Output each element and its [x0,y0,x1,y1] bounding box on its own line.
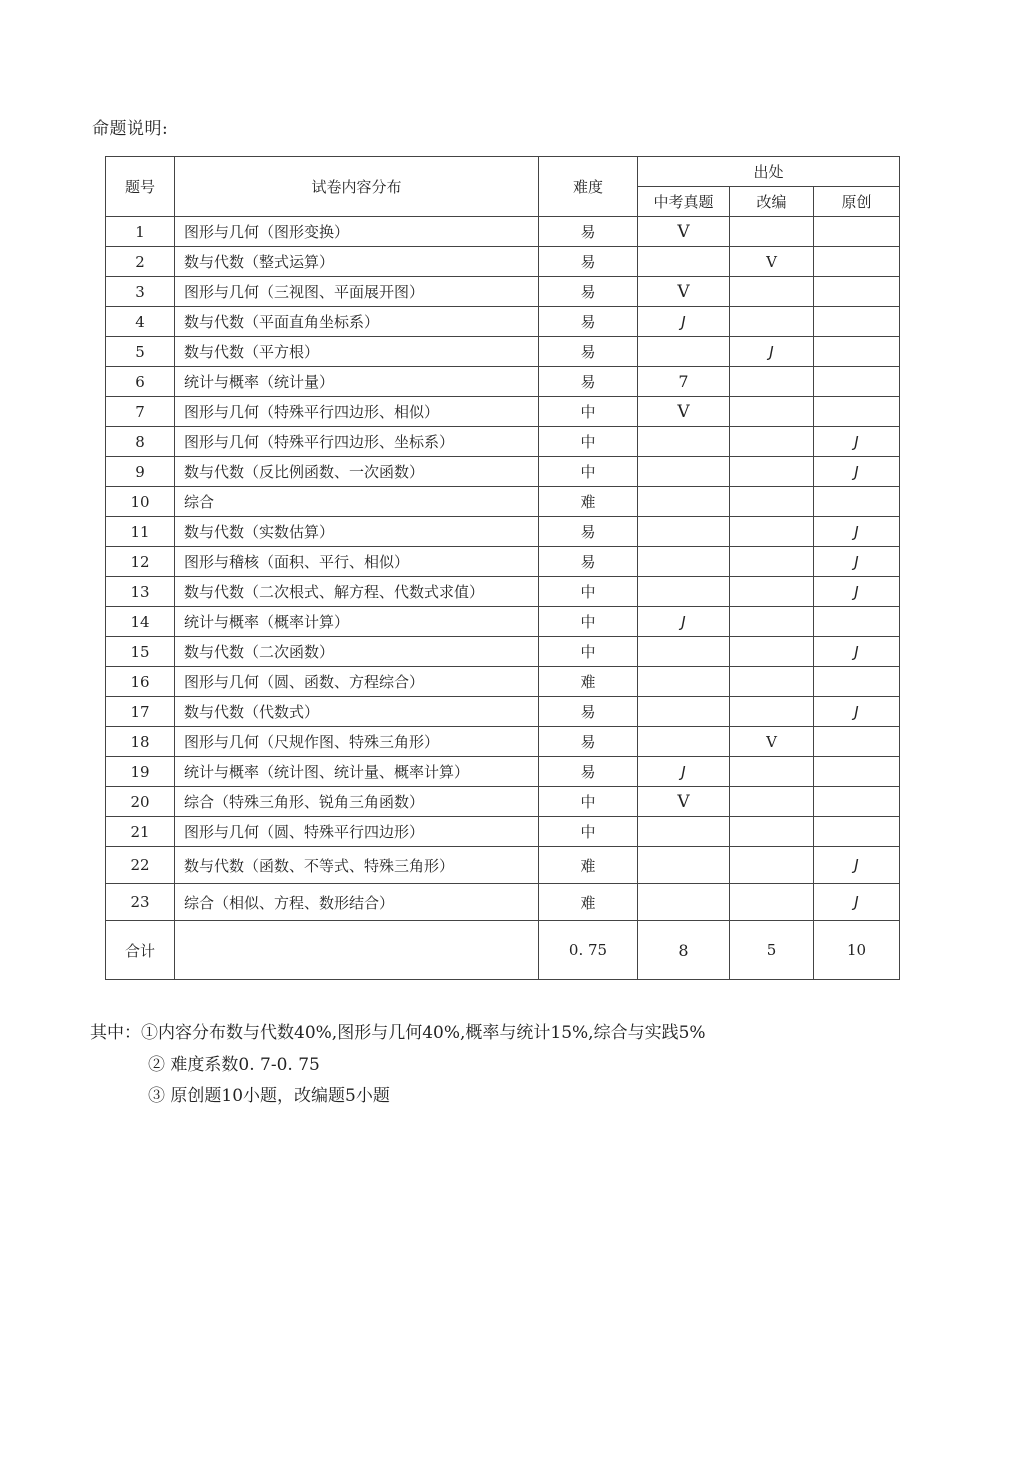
question-difficulty: 易 [539,517,638,547]
question-difficulty: 中 [539,817,638,847]
question-difficulty: 易 [539,337,638,367]
source-original-mark [814,247,900,277]
question-number: 14 [106,607,175,637]
table-row [106,217,900,247]
source-exam-mark: V [638,277,730,307]
source-exam-mark [638,697,730,727]
question-content: 统计与概率（统计图、统计量、概率计算） [175,757,539,787]
source-adapted-mark [730,277,814,307]
source-exam-mark [638,337,730,367]
source-exam-mark: 7 [638,367,730,397]
table-row [106,307,900,337]
source-adapted-mark [730,757,814,787]
source-original-mark [814,487,900,517]
question-content: 综合（相似、方程、数形结合） [175,884,539,921]
question-content: 数与代数（二次函数） [175,637,539,667]
question-content: 综合（特殊三角形、锐角三角函数） [175,787,539,817]
source-exam-mark [638,817,730,847]
question-number: 23 [106,884,175,921]
header-exam: 中考真题 [638,187,730,217]
question-content: 数与代数（函数、不等式、特殊三角形） [175,847,539,884]
source-exam-mark [638,517,730,547]
source-exam-mark [638,487,730,517]
table-row [106,247,900,277]
source-original-mark: J [814,697,900,727]
table-row [106,637,900,667]
question-difficulty: 难 [539,487,638,517]
source-original-mark [814,367,900,397]
source-adapted-mark: V [730,727,814,757]
question-number: 4 [106,307,175,337]
source-adapted-mark [730,817,814,847]
question-number: 13 [106,577,175,607]
table-row [106,367,900,397]
table-row [106,427,900,457]
source-exam-mark: V [638,217,730,247]
question-difficulty: 中 [539,787,638,817]
question-content: 图形与几何（三视图、平面展开图） [175,277,539,307]
header-original: 原创 [814,187,900,217]
question-content: 数与代数（实数估算） [175,517,539,547]
source-original-mark [814,757,900,787]
question-content: 数与代数（二次根式、解方程、代数式求值） [175,577,539,607]
source-adapted-mark [730,457,814,487]
header-source: 出处 [638,157,900,187]
question-number: 20 [106,787,175,817]
source-exam-mark: J [638,757,730,787]
source-original-mark: J [814,884,900,921]
question-difficulty: 中 [539,397,638,427]
source-original-mark: J [814,547,900,577]
question-number: 18 [106,727,175,757]
source-adapted-mark [730,884,814,921]
source-adapted-mark [730,637,814,667]
question-difficulty: 易 [539,757,638,787]
source-adapted-mark [730,787,814,817]
question-distribution-table [105,156,900,980]
source-original-mark: J [814,427,900,457]
table-row [106,817,900,847]
note-original-adapted-count: ③ 原创题10小题，改编题5小题 [148,1086,390,1106]
source-original-mark [814,667,900,697]
total-adapted: 5 [730,921,814,980]
question-content: 数与代数（整式运算） [175,247,539,277]
question-difficulty: 易 [539,727,638,757]
source-original-mark: J [814,517,900,547]
total-exam: 8 [638,921,730,980]
header-adapted: 改编 [730,187,814,217]
source-exam-mark [638,847,730,884]
question-difficulty: 中 [539,427,638,457]
question-content: 统计与概率（统计量） [175,367,539,397]
question-difficulty: 易 [539,217,638,247]
table-row [106,697,900,727]
source-adapted-mark [730,367,814,397]
question-number: 11 [106,517,175,547]
question-difficulty: 易 [539,547,638,577]
total-original: 10 [814,921,900,980]
table-row [106,547,900,577]
question-content: 数与代数（反比例函数、一次函数） [175,457,539,487]
source-adapted-mark [730,667,814,697]
table-row [106,787,900,817]
question-content: 数与代数（平面直角坐标系） [175,307,539,337]
question-number: 22 [106,847,175,884]
source-adapted-mark: V [730,247,814,277]
source-exam-mark: J [638,607,730,637]
source-original-mark [814,817,900,847]
source-original-mark: J [814,847,900,884]
question-number: 15 [106,637,175,667]
table-row [106,577,900,607]
table-row [106,457,900,487]
table-row [106,397,900,427]
question-difficulty: 易 [539,277,638,307]
question-difficulty: 难 [539,884,638,921]
question-number: 7 [106,397,175,427]
question-number: 17 [106,697,175,727]
question-difficulty: 难 [539,847,638,884]
source-adapted-mark [730,487,814,517]
source-adapted-mark [730,547,814,577]
source-adapted-mark [730,397,814,427]
question-content: 图形与几何（特殊平行四边形、坐标系） [175,427,539,457]
source-exam-mark [638,247,730,277]
table-row [106,517,900,547]
question-content: 图形与几何（尺规作图、特殊三角形） [175,727,539,757]
header-content: 试卷内容分布 [175,157,539,217]
question-content: 综合 [175,487,539,517]
source-original-mark: J [814,457,900,487]
total-content [175,921,539,980]
table-row [106,277,900,307]
source-adapted-mark [730,217,814,247]
source-exam-mark: V [638,397,730,427]
source-original-mark: J [814,637,900,667]
question-difficulty: 中 [539,607,638,637]
question-number: 5 [106,337,175,367]
source-exam-mark [638,427,730,457]
source-exam-mark: V [638,787,730,817]
question-content: 图形与几何（图形变换） [175,217,539,247]
question-number: 6 [106,367,175,397]
question-difficulty: 中 [539,457,638,487]
source-adapted-mark [730,577,814,607]
note-content-distribution: 其中：①内容分布数与代数40%,图形与几何40%,概率与统计15%,综合与实践5% [90,1023,706,1043]
source-exam-mark [638,577,730,607]
table-row [106,667,900,697]
source-adapted-mark [730,427,814,457]
question-number: 3 [106,277,175,307]
source-exam-mark [638,667,730,697]
source-original-mark [814,307,900,337]
question-number: 16 [106,667,175,697]
source-adapted-mark [730,847,814,884]
source-original-mark [814,727,900,757]
source-exam-mark [638,884,730,921]
table-row [106,487,900,517]
source-exam-mark: J [638,307,730,337]
source-exam-mark [638,727,730,757]
source-original-mark [814,607,900,637]
table-row [106,607,900,637]
question-number: 1 [106,217,175,247]
question-content: 图形与稽核（面积、平行、相似） [175,547,539,577]
source-original-mark [814,217,900,247]
question-content: 图形与几何（圆、特殊平行四边形） [175,817,539,847]
source-original-mark [814,397,900,427]
total-label: 合计 [106,921,175,980]
source-adapted-mark [730,517,814,547]
question-content: 图形与几何（圆、函数、方程综合） [175,667,539,697]
table-row [106,757,900,787]
question-difficulty: 易 [539,367,638,397]
question-difficulty: 中 [539,577,638,607]
source-adapted-mark: J [730,337,814,367]
question-difficulty: 中 [539,637,638,667]
table-row [106,847,900,884]
header-difficulty: 难度 [539,157,638,217]
question-difficulty: 易 [539,247,638,277]
question-number: 19 [106,757,175,787]
question-content: 图形与几何（特殊平行四边形、相似） [175,397,539,427]
source-original-mark [814,337,900,367]
source-exam-mark [638,457,730,487]
source-adapted-mark [730,607,814,637]
table-row [106,884,900,921]
source-original-mark [814,787,900,817]
note-difficulty-coefficient: ② 难度系数0. 7-0. 75 [148,1055,320,1075]
question-number: 9 [106,457,175,487]
question-content: 数与代数（代数式） [175,697,539,727]
question-number: 21 [106,817,175,847]
source-adapted-mark [730,697,814,727]
header-number: 题号 [106,157,175,217]
question-content: 数与代数（平方根） [175,337,539,367]
question-number: 10 [106,487,175,517]
question-number: 2 [106,247,175,277]
question-content: 统计与概率（概率计算） [175,607,539,637]
question-difficulty: 易 [539,697,638,727]
question-difficulty: 易 [539,307,638,337]
page-heading: 命题说明: [92,119,169,139]
table-row [106,337,900,367]
question-number: 8 [106,427,175,457]
total-row [106,921,900,980]
question-number: 12 [106,547,175,577]
source-original-mark: J [814,577,900,607]
source-original-mark [814,277,900,307]
question-difficulty: 难 [539,667,638,697]
source-adapted-mark [730,307,814,337]
source-exam-mark [638,637,730,667]
total-difficulty: 0. 75 [539,921,638,980]
table-row [106,727,900,757]
source-exam-mark [638,547,730,577]
table-body [106,217,900,921]
